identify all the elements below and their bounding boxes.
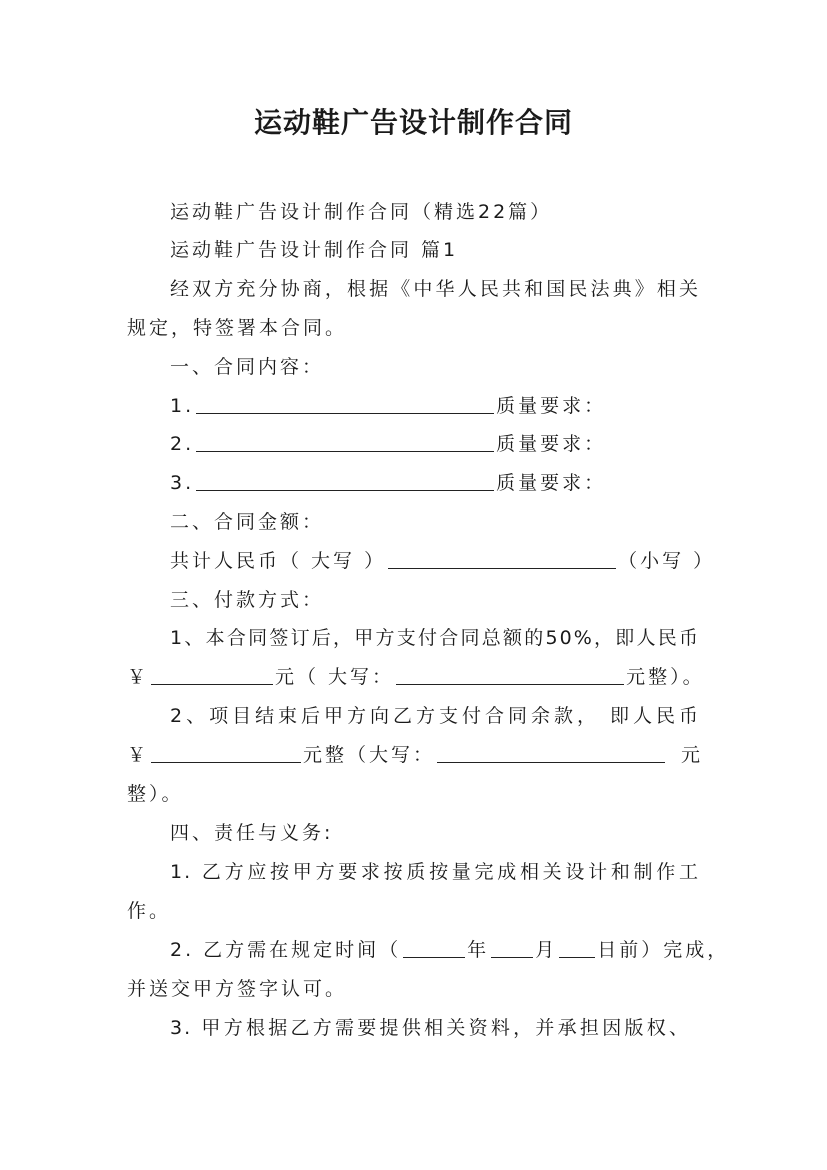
- section-heading-part1: 运动鞋广告设计制作合同 篇1: [170, 239, 459, 261]
- amount-label: 共计人民币（ 大写 ）: [170, 550, 387, 572]
- heading-payment-method: 三、付款方式：: [170, 589, 325, 611]
- content-item-3: [170, 471, 606, 495]
- item-number: 3.: [170, 472, 195, 494]
- heading-contract-content: 一、合同内容：: [170, 356, 325, 378]
- blank-field: [196, 395, 494, 414]
- quality-label: 质量要求：: [496, 395, 607, 417]
- year-label: 年: [467, 939, 490, 961]
- amount-line: [170, 549, 715, 573]
- item-number: 2.: [170, 433, 195, 455]
- amount-lowercase-label: （小写 ）: [618, 550, 716, 572]
- heading-contract-amount: 二、合同金额：: [170, 511, 325, 533]
- subtitle-line: 运动鞋广告设计制作合同（精选22篇）: [170, 201, 553, 223]
- duty-line-2: [170, 938, 729, 962]
- item-number: 1.: [170, 395, 195, 417]
- payment-line-1-cont: [127, 665, 705, 689]
- blank-day: [559, 939, 595, 958]
- blank-field: [196, 472, 494, 491]
- payment-line-2: 2、项目结束后甲方向乙方支付合同余款， 即人民币: [170, 705, 700, 727]
- payment-mid-label: 元（ 大写：: [275, 666, 395, 688]
- blank-field: [396, 666, 624, 685]
- month-label: 月: [535, 939, 558, 961]
- content-item-2: [170, 432, 606, 456]
- intro-line-cont: 规定，特签署本合同。: [127, 317, 348, 339]
- intro-line: 经双方充分协商，根据《中华人民共和国民法典》相关: [170, 278, 700, 300]
- blank-field: [388, 550, 616, 569]
- heading-responsibilities: 四、责任与义务:: [170, 822, 334, 844]
- payment-line-1: 1、本合同签订后，甲方支付合同总额的50%，即人民币: [170, 627, 700, 649]
- blank-year: [403, 939, 465, 958]
- duty-line-1-cont: 作。: [127, 900, 172, 922]
- deadline-label: 2. 乙方需在规定时间（: [170, 939, 402, 961]
- content-item-1: [170, 394, 606, 418]
- quality-label: 质量要求：: [496, 472, 607, 494]
- blank-month: [491, 939, 533, 958]
- blank-field: [151, 744, 301, 763]
- blank-field: [196, 433, 494, 452]
- payment-line-2-end: 整）。: [127, 783, 184, 805]
- payment-tail-label: 元: [681, 744, 704, 766]
- payment-line-2-cont: [127, 743, 703, 767]
- duty-line-3: 3. 甲方根据乙方需要提供相关资料，并承担因版权、: [170, 1017, 690, 1039]
- quality-label: 质量要求：: [496, 433, 607, 455]
- duty-line-1: 1. 乙方应按甲方要求按质按量完成相关设计和制作工: [170, 861, 700, 883]
- blank-field: [151, 666, 273, 685]
- yen-sign: ￥: [127, 744, 150, 766]
- document-title: 运动鞋广告设计制作合同: [253, 106, 573, 139]
- payment-tail-label: 元整）。: [626, 666, 705, 688]
- payment-mid-label: 元整（大写：: [303, 744, 436, 766]
- duty-line-2-cont: 并送交甲方签字认可。: [127, 978, 348, 1000]
- yen-sign: ￥: [127, 666, 150, 688]
- blank-field: [437, 744, 665, 763]
- day-label: 日前）完成，: [597, 939, 730, 961]
